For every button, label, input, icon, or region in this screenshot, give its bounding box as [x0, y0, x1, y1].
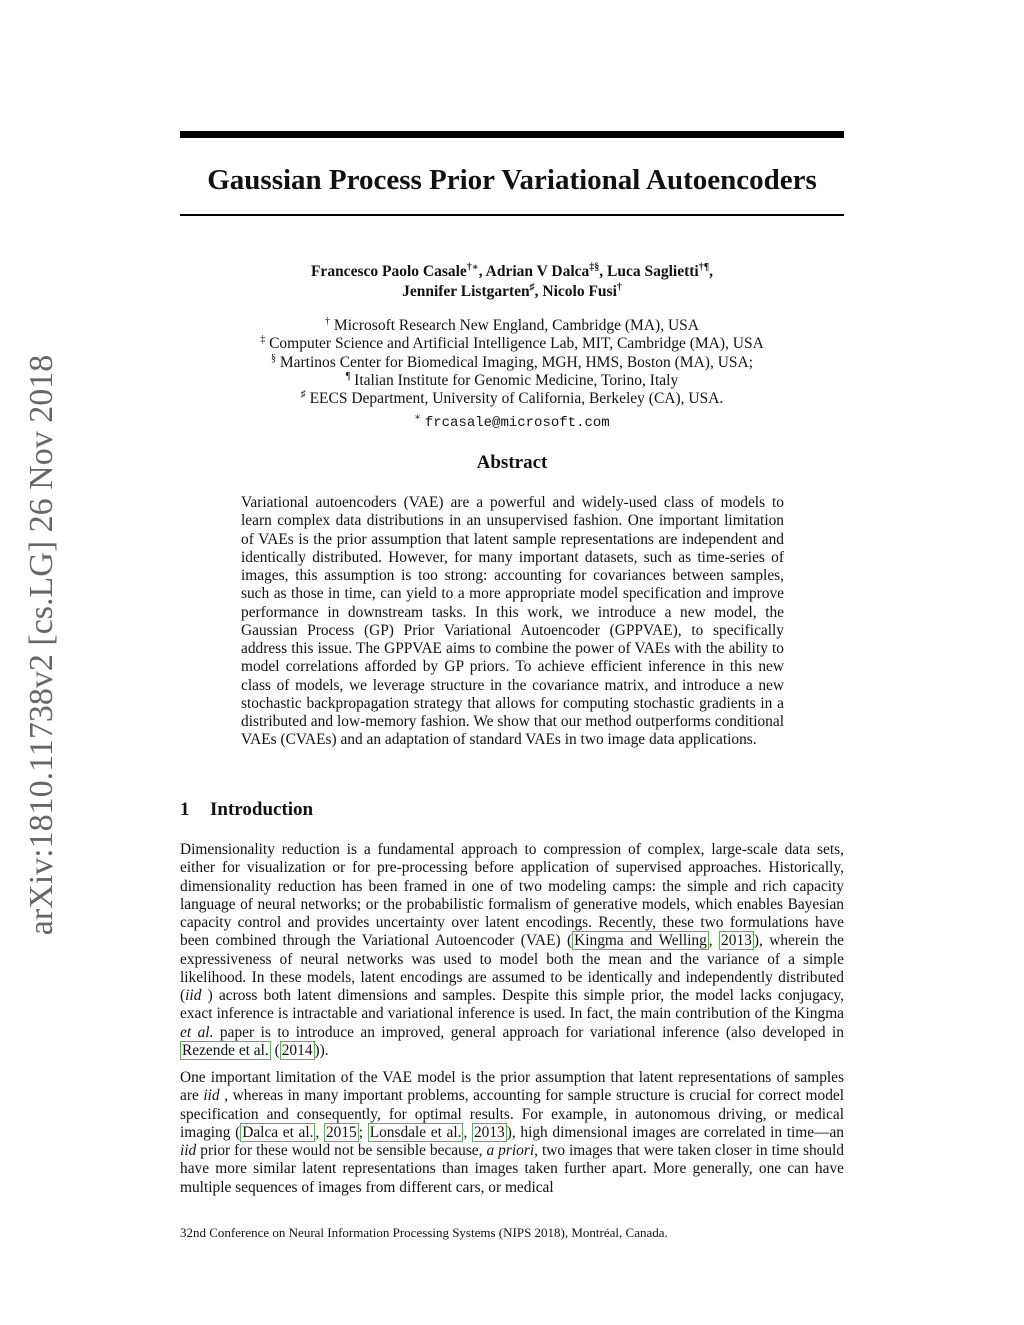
intro-paragraph-2 [180, 1069, 844, 1197]
email-address[interactable]: frcasale@microsoft.com [424, 415, 610, 431]
affiliation-text: EECS Department, University of California, Berkeley (CA), USA. [309, 390, 724, 408]
body-text: ) across both latent dimensions and samples. Despite this simple prior, the model lacks conjugacy, exact inference is intractable and variational inference is used. In fact, the main contribution of the Kingma [180, 987, 844, 1023]
citation-year-link[interactable]: 2013 [473, 1123, 505, 1141]
body-text: , whereas in many important problems, accounting for sample structure is crucial for correct model specification and consequently, for optimal results. For example, in autonomous driving, or medical imaging ( [180, 1087, 844, 1141]
intro-paragraph-1 [180, 841, 844, 1060]
section-title: Introduction [210, 799, 314, 820]
citation-link[interactable]: Kingma and Welling [574, 932, 707, 950]
author-marks: ‡§ [589, 261, 600, 273]
conference-footer: 32nd Conference on Neural Information Processing Systems (NIPS 2018), Montréal, Canada. [180, 1225, 668, 1240]
affiliation-mark: ¶ [345, 370, 351, 382]
author-name: Luca Saglietti [607, 263, 699, 280]
affiliation-text: Microsoft Research New England, Cambridge (MA), USA [333, 317, 699, 334]
citation-year-link[interactable]: 2014 [281, 1041, 313, 1059]
affiliation-text: Italian Institute for Genomic Medicine, Torino, Italy [354, 371, 679, 389]
citation-link[interactable]: Dalca et al. [242, 1123, 314, 1141]
body-text: , two images that were taken closer in time should have more similar latent representations than images taken further apart. More generally, one can have multiple sequences of images from different cars, or medical [180, 1142, 845, 1196]
abstract-heading: Abstract [476, 452, 548, 473]
affiliation [180, 372, 844, 390]
affiliation-text: Martinos Center for Biomedical Imaging, MGH, HMS, Boston (MA), USA; [279, 353, 754, 371]
affiliation [180, 354, 844, 372]
paper-title: Gaussian Process Prior Variational Autoencoders [207, 164, 817, 196]
arxiv-identifier[interactable]: arXiv:1810.11738v2 [cs.LG] 26 Nov 2018 [23, 354, 60, 936]
affiliation-list [180, 317, 844, 408]
affiliation-mark: ♯ [300, 389, 306, 401]
affiliation-mark: ‡ [260, 334, 266, 346]
affiliation [180, 390, 844, 408]
arxiv-side-stamp [0, 0, 60, 1325]
emphasis-text: a priori [486, 1142, 535, 1159]
affiliation-mark: † [325, 315, 331, 327]
citation-year-link[interactable]: 2013 [721, 932, 752, 950]
affiliation-mark: § [270, 352, 276, 364]
author-list: Francesco Paolo Casale†∗, Adrian V Dalca‡§, Luca Saglietti†¶, Jennifer Listgarten♯, Nicolo Fusi† [310, 261, 714, 300]
author-name: Jennifer Listgarten [402, 283, 530, 300]
author-marks: ♯ [529, 281, 535, 293]
section-heading [180, 799, 313, 821]
author-marks: † [616, 281, 622, 293]
body-text: Dimensionality reduction is a fundamental approach to compression of complex, large-scale data sets, either for visualization or for pre-processing before application of supervised approaches. Historically, dimensionality reduction has been framed in one of two modeling camps: the simple and rich capacity language of neural networks; or the probabilistic formalism of generative models, which enables Bayesian capacity control and provides uncertainty over latent encodings. Recently, these two formulations have been combined through the Variational Autoencoder (VAE) ( [180, 841, 844, 950]
affiliation-text: Computer Science and Artificial Intelligence Lab, MIT, Cambridge (MA), USA [269, 335, 764, 353]
emphasis-text: et al. [180, 1023, 214, 1041]
affiliation [180, 317, 844, 335]
author-name: Adrian V Dalca [485, 263, 590, 280]
author-marks: †¶ [698, 261, 710, 273]
section-number: 1 [180, 799, 190, 820]
affiliation [180, 335, 844, 353]
body-text: , [315, 1123, 324, 1141]
emphasis-text: iid [203, 1087, 220, 1105]
body-text: One important limitation of the VAE model is the prior assumption that latent representations of samples are [180, 1069, 844, 1105]
body-text: ), high dimensional images are correlated in time—an [506, 1123, 844, 1141]
citation-link[interactable]: Rezende et al. [182, 1041, 269, 1059]
body-text: , [463, 1123, 472, 1141]
emphasis-text: iid [180, 1142, 197, 1159]
citation-link[interactable]: Lonsdale et al. [369, 1123, 462, 1141]
body-text: prior for these would not be sensible because, [196, 1142, 487, 1159]
emphasis-text: iid [185, 987, 202, 1004]
author-name: Francesco Paolo Casale [310, 263, 467, 280]
author-name: Nicolo Fusi [542, 283, 617, 300]
body-text: ; [358, 1123, 368, 1141]
body-text: ( [270, 1041, 280, 1059]
title-top-rule [180, 131, 844, 138]
author-marks: †∗ [466, 261, 479, 273]
body-text: )). [314, 1041, 329, 1059]
body-text: ), wherein the expressiveness of neural networks was used to model both the mean and the variance of a simple likelihood. In these models, latent encodings are assumed to be identically and independently distributed ( [180, 932, 844, 1004]
abstract-text: Variational autoencoders (VAE) are a powerful and widely-used class of models to learn complex data distributions in an unsupervised fashion. One important limitation of VAEs is the prior assumption that latent sample representations are independent and identically distributed. However, for many important datasets, such as time-series of images, this assumption is too strong: accounting for covariances between samples, such as those in time, can yield to a more appropriate model specification and improve performance in downstream tasks. In this work, we introduce a new model, the Gaussian Process (GP) Prior Variational Autoencoder (GPPVAE), to specifically address this issue. The GPPVAE aims to combine the power of VAEs with the ability to model correlations afforded by GP priors. To achieve efficient inference in this new class of models, we leverage structure in the covariance matrix, and introduce a new stochastic backpropagation strategy that allows for computing stochastic gradients in a distributed and low-memory fashion. We show that our method outperforms conditional VAEs (CVAEs) and an adaptation of standard VAEs in two image data applications. [241, 494, 784, 749]
title-bottom-rule [180, 214, 844, 216]
citation-year-link[interactable]: 2015 [325, 1123, 357, 1141]
contact-email [180, 414, 844, 431]
body-text: , [708, 932, 720, 950]
body-text: paper is to introduce an improved, general approach for variational inference (also developed in [213, 1023, 844, 1041]
email-mark: ∗ [414, 412, 422, 423]
